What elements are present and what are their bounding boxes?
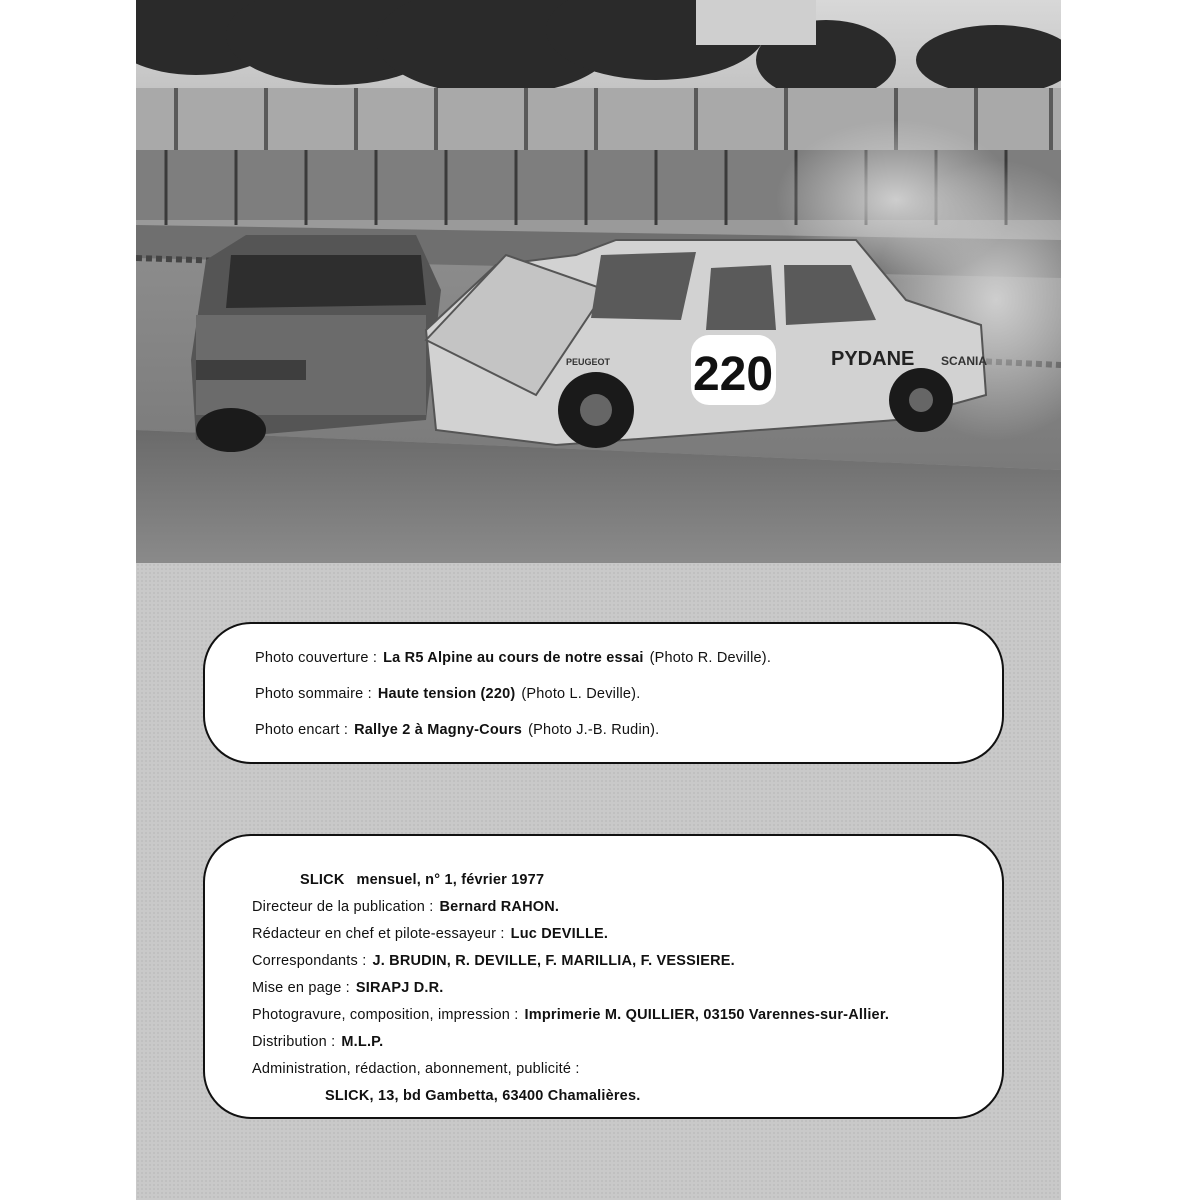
masthead-director: Directeur de la publication : Bernard RAHON. (252, 899, 560, 915)
scania-decal: SCANIA (941, 354, 988, 368)
hood-decal: PEUGEOT (566, 357, 611, 367)
masthead-layout: Mise en page : SIRAPJ D.R. (252, 980, 444, 996)
credit-line-summary: Photo sommaire : Haute tension (220) (Photo L. Deville). (255, 686, 641, 702)
magazine-page (136, 0, 1061, 1200)
credits-panel (136, 563, 1061, 1200)
credit-line-cover: Photo couverture : La R5 Alpine au cours de notre essai (Photo R. Deville). (255, 650, 772, 666)
credit-line-insert: Photo encart : Rallye 2 à Magny-Cours (Photo J.-B. Rudin). (255, 722, 660, 738)
sponsor-decal: PYDANE (831, 348, 915, 370)
masthead-title: SLICK mensuel, n° 1, février 1977 (300, 872, 545, 888)
photo-credits-box (203, 622, 1004, 764)
masthead-printing: Photogravure, composition, impression : Imprimerie M. QUILLIER, 03150 Varennes-sur-Allier. (252, 1007, 890, 1023)
masthead-editor: Rédacteur en chef et pilote-essayeur : Luc DEVILLE. (252, 926, 609, 942)
left-car (191, 235, 441, 452)
car-number: 220 (692, 348, 774, 401)
masthead-correspondents: Correspondants : J. BRUDIN, R. DEVILLE, F. MARILLIA, F. VESSIERE. (252, 953, 735, 969)
cover-photo (136, 0, 1061, 563)
masthead-box (203, 834, 1004, 1119)
masthead-distribution: Distribution : M.L.P. (252, 1034, 384, 1050)
masthead-administration: Administration, rédaction, abonnement, publicité : (252, 1061, 580, 1077)
race-crash-photo (136, 0, 1061, 563)
masthead-address: SLICK, 13, bd Gambetta, 63400 Chamalières. (325, 1088, 641, 1104)
